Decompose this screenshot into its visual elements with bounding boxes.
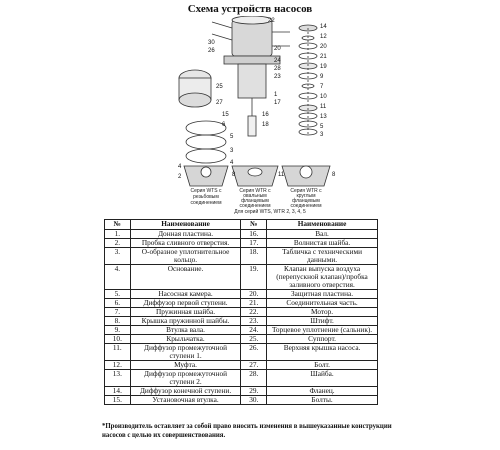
part-number: 7. — [105, 308, 131, 317]
callout: 14 — [320, 24, 327, 30]
callout: 20 — [274, 46, 281, 52]
caption-series: Для серий WTS, WTR 2, 3, 4, 5 — [234, 209, 306, 214]
callout: 25 — [216, 84, 223, 90]
callout: 28 — [274, 66, 281, 72]
caption-wts-line: резьбовым — [193, 194, 219, 200]
part-name: Суппорт. — [267, 335, 378, 344]
part-name: Соединительная часть. — [267, 299, 378, 308]
callout: 13 — [320, 114, 327, 120]
callout: 16 — [262, 112, 269, 118]
callout: 20 — [320, 44, 327, 50]
callout: 4 — [230, 160, 234, 166]
part-number: 2. — [105, 239, 131, 248]
part-number: 21. — [241, 299, 267, 308]
table-row — [105, 299, 378, 308]
part-number: 29. — [241, 387, 267, 396]
part-name: Верхняя крышка насоса. — [267, 344, 378, 361]
part-number: 24. — [241, 326, 267, 335]
part-name: Вал. — [267, 230, 378, 239]
caption-wts-line: соединением — [190, 200, 222, 206]
part-name: Торцевое уплотнение (сальник). — [267, 326, 378, 335]
table-row — [105, 326, 378, 335]
part-number: 16. — [241, 230, 267, 239]
part-name: Болты. — [267, 396, 378, 405]
caption-wtr-oval-line: овальным — [243, 193, 267, 199]
part-number: 26. — [241, 344, 267, 361]
part-number: 22. — [241, 308, 267, 317]
callout: 15 — [222, 112, 229, 118]
part-number: 17. — [241, 239, 267, 248]
callout: 22 — [268, 18, 275, 24]
part-name: Клапан выпуска воздуха (перепускной клапан)/пробка заливного отверстия. — [267, 265, 378, 290]
part-number: 5. — [105, 290, 131, 299]
caption-wts-line: Серия WTS с — [190, 188, 222, 194]
part-number: 13. — [105, 370, 131, 387]
part-name: Болт. — [267, 361, 378, 370]
part-number: 9. — [105, 326, 131, 335]
part-name: Втулка вала. — [130, 326, 241, 335]
caption-wtr-round-line: круглым — [296, 193, 316, 199]
callout: 6 — [222, 122, 226, 128]
part-number: 1. — [105, 230, 131, 239]
caption-wtr-oval-line: соединением — [239, 203, 271, 209]
callout: 23 — [274, 74, 281, 80]
pump-diagram-svg — [150, 16, 350, 214]
parts-table — [104, 219, 378, 405]
callout: 3 — [320, 132, 324, 138]
callout: 24 — [274, 58, 281, 64]
callout: 27 — [216, 100, 223, 106]
caption-wtr-round-line: Серия WTR с — [290, 188, 322, 194]
part-number: 25. — [241, 335, 267, 344]
callout: 11 — [278, 172, 285, 178]
callout: 8 — [232, 172, 236, 178]
callout: 9 — [320, 74, 324, 80]
part-name: Пружинная шайба. — [130, 308, 241, 317]
table-header-row — [105, 220, 378, 230]
part-name: О-образное уплотнительное кольцо. — [130, 248, 241, 265]
callout: 18 — [262, 122, 269, 128]
callout: 3 — [230, 148, 234, 154]
callout: 21 — [320, 54, 327, 60]
callout: 10 — [320, 94, 327, 100]
table-row — [105, 387, 378, 396]
part-name: Табличка с техническими данными. — [267, 248, 378, 265]
part-number: 3. — [105, 248, 131, 265]
caption-wtr-oval-line: Серия WTR с — [239, 188, 271, 194]
header-name: Наименование — [130, 220, 241, 230]
diagram-captions — [190, 188, 322, 214]
part-name: Донная пластина. — [130, 230, 241, 239]
caption-wtr-round-line: фланцевым — [292, 198, 320, 204]
pump-exploded-diagram — [150, 16, 350, 214]
callout: 12 — [320, 34, 327, 40]
callout: 30 — [208, 40, 215, 46]
part-number: 8. — [105, 317, 131, 326]
part-name: Муфта. — [130, 361, 241, 370]
part-number: 11. — [105, 344, 131, 361]
part-name: Крыльчатка. — [130, 335, 241, 344]
part-name: Крышка пружинной шайбы. — [130, 317, 241, 326]
part-number: 4. — [105, 265, 131, 290]
callout: 17 — [274, 100, 281, 106]
part-name: Основание. — [130, 265, 241, 290]
callout: 11 — [320, 104, 327, 110]
part-name: Защитная пластина. — [267, 290, 378, 299]
part-number: 28. — [241, 370, 267, 387]
part-name: Насосная камера. — [130, 290, 241, 299]
callout: 5 — [230, 134, 234, 140]
caption-wtr-round-line: соединением — [290, 203, 322, 209]
part-name: Фланец. — [267, 387, 378, 396]
header-number: № — [241, 220, 267, 230]
part-name: Волнистая шайба. — [267, 239, 378, 248]
table-row — [105, 248, 378, 265]
part-name: Мотор. — [267, 308, 378, 317]
table-row — [105, 265, 378, 290]
callout: 7 — [320, 84, 324, 90]
part-name: Диффузор промежуточной ступени 2. — [130, 370, 241, 387]
part-number: 15. — [105, 396, 131, 405]
document-title: Схема устройств насосов — [187, 3, 313, 15]
part-number: 20. — [241, 290, 267, 299]
part-number: 10. — [105, 335, 131, 344]
callout: 26 — [208, 48, 215, 54]
part-name: Шайба. — [267, 370, 378, 387]
table-row — [105, 396, 378, 405]
footnote: *Производитель оставляет за собой право вносить изменения в вышеуказанные конструкции насосов с целью их совершенствования. — [102, 423, 392, 439]
callout: 4 — [178, 164, 182, 170]
part-name: Штифт. — [267, 317, 378, 326]
callout: 8 — [332, 172, 336, 178]
part-number: 23. — [241, 317, 267, 326]
table-row — [105, 344, 378, 361]
part-name: Установочная втулка. — [130, 396, 241, 405]
part-name: Пробка сливного отверстия. — [130, 239, 241, 248]
caption-wtr-oval-line: фланцевым — [241, 198, 269, 204]
part-name: Диффузор конечной ступени. — [130, 387, 241, 396]
callout: 5 — [320, 124, 324, 130]
part-number: 19. — [241, 265, 267, 290]
part-name: Диффузор первой ступени. — [130, 299, 241, 308]
part-number: 27. — [241, 361, 267, 370]
part-number: 14. — [105, 387, 131, 396]
part-name: Диффузор промежуточной ступени 1. — [130, 344, 241, 361]
callout: 2 — [178, 174, 182, 180]
part-number: 30. — [241, 396, 267, 405]
callout: 1 — [274, 92, 278, 98]
part-number: 6. — [105, 299, 131, 308]
part-number: 12. — [105, 361, 131, 370]
header-number: № — [105, 220, 131, 230]
part-number: 18. — [241, 248, 267, 265]
callout: 19 — [320, 64, 327, 70]
parts-table-body — [105, 230, 378, 405]
table-row — [105, 370, 378, 387]
header-name: Наименование — [267, 220, 378, 230]
